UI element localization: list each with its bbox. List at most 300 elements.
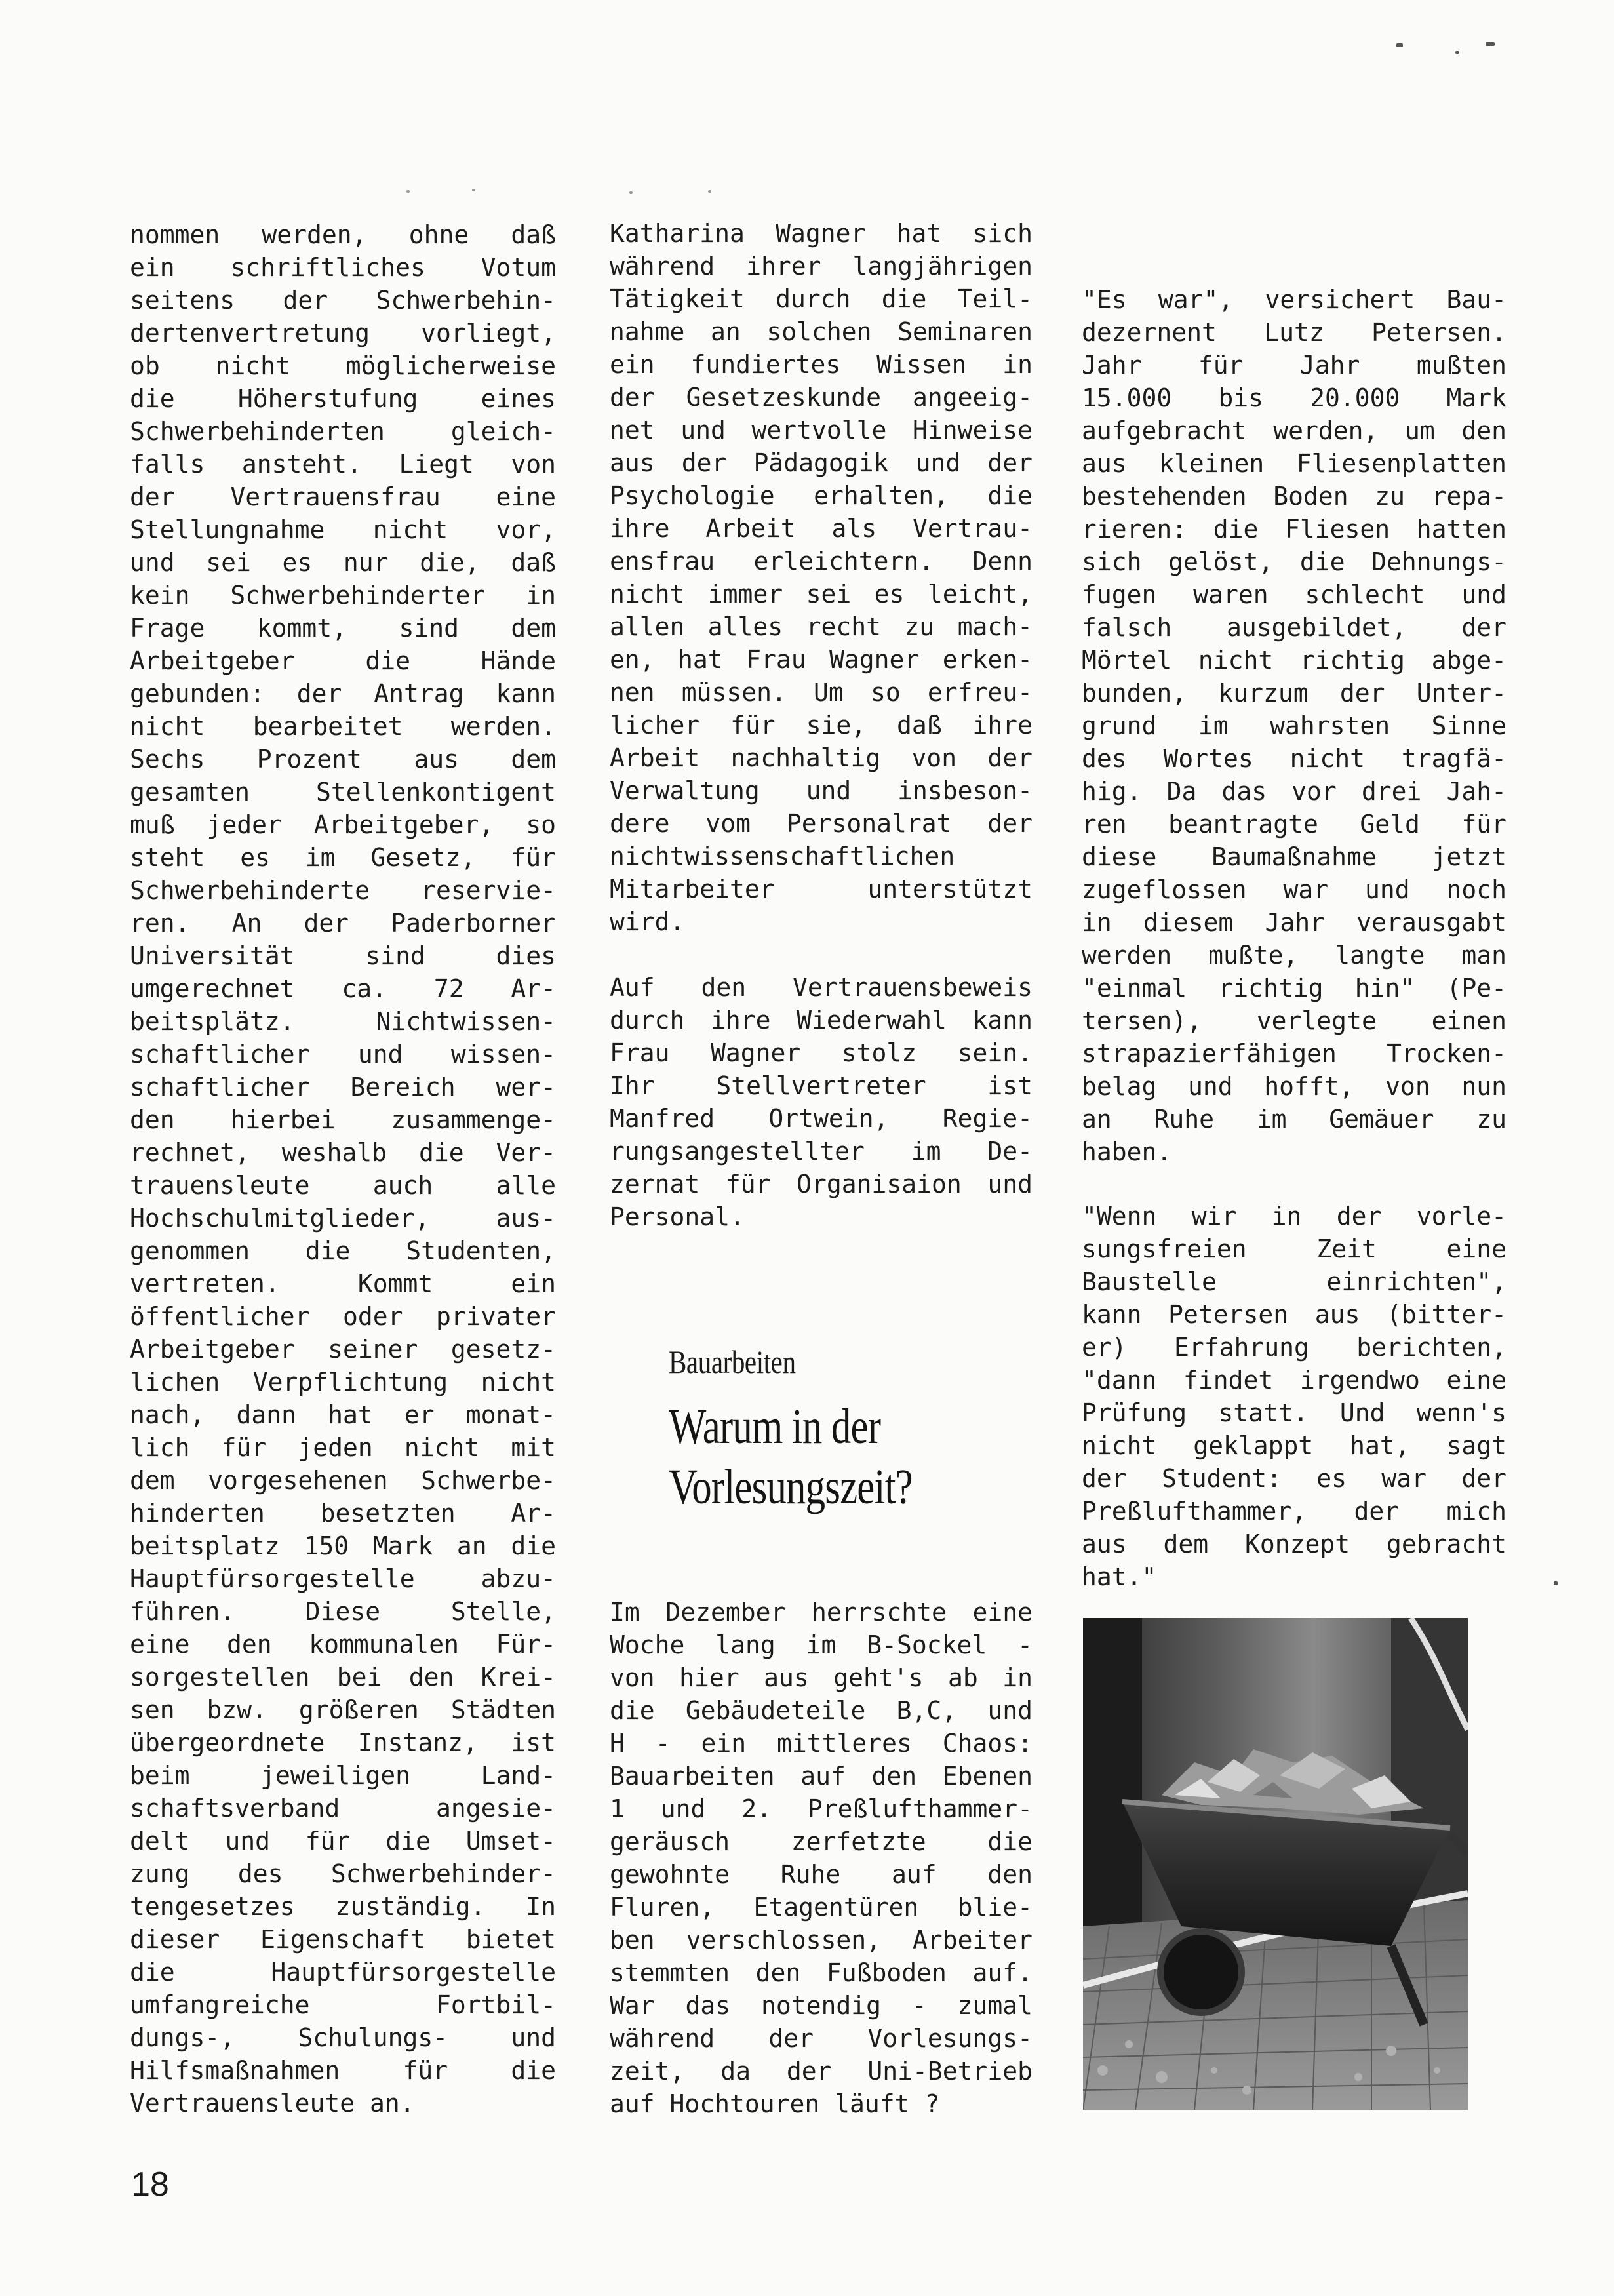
text-word: (Pe- — [1446, 974, 1506, 1002]
text-word: schriftliches — [230, 253, 425, 282]
text-word: Unter- — [1416, 679, 1506, 707]
text-word: (bitter- — [1386, 1300, 1506, 1329]
text-word: Diese — [305, 1597, 381, 1626]
text-word: "einmal — [1082, 974, 1187, 1002]
text-word: den — [408, 1663, 454, 1692]
text-word: irgendwo — [1299, 1366, 1420, 1395]
text-line — [130, 907, 556, 940]
text-word: recht — [806, 612, 881, 641]
text-word: herrschte — [811, 1598, 947, 1627]
text-word: Preßlufthammer, — [1082, 1497, 1307, 1526]
text-word: zeit, — [610, 2057, 685, 2086]
text-word: dere — [610, 809, 670, 838]
text-line — [610, 807, 1033, 840]
text-line — [1082, 972, 1506, 1004]
text-word: und — [987, 1696, 1033, 1725]
text-word: angesie- — [435, 1794, 556, 1823]
text-line — [1082, 1528, 1506, 1560]
text-line — [130, 513, 556, 546]
text-word: drei — [1361, 777, 1422, 806]
text-word: Mitarbeiter — [610, 875, 775, 903]
text-word: war", — [1158, 285, 1234, 314]
text-line — [130, 1530, 556, 1562]
text-word: in — [1271, 1202, 1302, 1231]
text-line — [130, 972, 556, 1005]
text-word: Mörtel — [1082, 646, 1172, 675]
text-word: nahme — [610, 317, 685, 346]
scan-speck — [1486, 42, 1495, 46]
text-line — [610, 217, 1033, 250]
text-word: zu — [904, 612, 935, 641]
text-line — [1082, 939, 1506, 972]
text-line — [130, 1464, 556, 1497]
text-word: sagt — [1446, 1431, 1506, 1460]
text-line — [1082, 447, 1506, 480]
text-word: auch — [372, 1171, 433, 1200]
text-line — [610, 2088, 1033, 2120]
text-word: mich — [1446, 1497, 1506, 1526]
text-word: zernat — [610, 1170, 700, 1198]
text-word: Erfahrung — [1173, 1333, 1309, 1362]
text-word: Verwaltung — [610, 776, 760, 805]
text-word: hat — [678, 645, 723, 674]
text-word: er) — [1082, 1333, 1127, 1362]
headline-line-2: Vorlesungszeit? — [669, 1459, 913, 1514]
scan-speck — [708, 190, 711, 193]
text-word: Hochschulmitglieder, — [130, 1204, 430, 1233]
text-word: trauensleute — [130, 1171, 310, 1200]
text-word: den — [871, 1762, 917, 1791]
text-word: De- — [987, 1137, 1033, 1166]
text-word: bestehenden — [1082, 482, 1247, 511]
text-word: nommen — [130, 220, 220, 249]
text-line — [610, 1135, 1033, 1168]
text-line — [130, 1792, 556, 1825]
text-line — [130, 1857, 556, 1890]
text-word: werden. — [450, 712, 556, 741]
text-line — [1082, 1495, 1506, 1528]
text-word: Mark — [372, 1532, 433, 1560]
text-word: werden, — [1273, 416, 1379, 445]
text-line — [130, 1759, 556, 1792]
text-word: da — [720, 2057, 751, 2086]
text-word: gelöst, — [1168, 547, 1274, 576]
text-word: stemmten — [610, 1958, 730, 1987]
text-word: sen — [130, 1695, 175, 1724]
text-word: für — [305, 1827, 351, 1855]
text-word: und — [915, 448, 961, 477]
text-word: Geld — [1360, 810, 1420, 839]
text-word: Gesetzeskunde — [686, 383, 882, 412]
text-word: reservie- — [421, 876, 556, 905]
text-line — [610, 873, 1033, 905]
text-word: man — [1461, 941, 1506, 970]
text-line — [1082, 677, 1506, 709]
text-word: eines — [481, 384, 556, 413]
text-word: eine — [972, 1598, 1033, 1627]
text-line — [610, 315, 1033, 348]
text-line-content: auf Hochtouren läuft ? — [610, 2089, 940, 2118]
text-word: seitens — [130, 286, 235, 315]
text-word: die — [385, 1827, 431, 1855]
text-word: zung — [130, 1859, 190, 1888]
text-word: Fliesenplatten — [1296, 449, 1506, 478]
text-word: Arbeitgeber — [130, 646, 295, 675]
text-word: vom — [705, 809, 751, 838]
text-line — [610, 643, 1033, 676]
text-word: en, — [610, 645, 655, 674]
text-word: Dehnungs- — [1371, 547, 1506, 576]
text-word: im — [911, 1137, 941, 1166]
text-word: Denn — [972, 547, 1033, 576]
text-line — [610, 840, 1033, 873]
text-word: beim — [130, 1761, 190, 1790]
text-word: auf. — [972, 1958, 1033, 1987]
text-line — [610, 1069, 1033, 1102]
text-word: Schulungs- — [298, 2023, 448, 2052]
text-line — [1082, 513, 1506, 545]
text-word: durch — [610, 1006, 685, 1035]
text-word: kleinen — [1159, 449, 1265, 478]
text-word: und — [987, 1170, 1033, 1198]
text-line — [1082, 906, 1506, 939]
text-word: hofft, — [1264, 1072, 1354, 1101]
text-word: beantragte — [1168, 810, 1318, 839]
text-word: die — [365, 646, 410, 675]
text-word: mittleres — [776, 1729, 912, 1758]
text-word: ca. — [342, 974, 387, 1003]
text-line — [130, 1989, 556, 2021]
text-word: der — [130, 483, 175, 511]
text-line — [610, 512, 1033, 545]
text-word: des — [237, 1859, 283, 1888]
text-line — [130, 1398, 556, 1431]
text-word: tersen), — [1082, 1006, 1202, 1035]
text-word: Uni-Betrieb — [867, 2057, 1033, 2086]
text-word: lichen — [130, 1368, 220, 1396]
text-word: Ruhe — [780, 1860, 841, 1889]
text-word: Dezember — [665, 1598, 786, 1627]
text-word: Universität — [130, 941, 295, 970]
text-line — [130, 2021, 556, 2054]
text-word: den — [1461, 416, 1506, 445]
text-word: B-Sockel — [867, 1631, 987, 1659]
text-word: lich — [130, 1433, 190, 1462]
text-line — [130, 1235, 556, 1267]
text-line — [130, 1038, 556, 1071]
text-word: sorgestellen — [130, 1663, 310, 1692]
text-word: aus — [1082, 449, 1127, 478]
text-word: Wissen — [876, 350, 967, 379]
text-word: Etagentüren — [753, 1893, 919, 1922]
text-word: Bau- — [1446, 285, 1506, 314]
text-word: gleich- — [450, 417, 556, 446]
text-word: Gemäuer — [1329, 1105, 1434, 1134]
text-word: werden, — [262, 220, 367, 249]
text-word: immer — [707, 580, 783, 608]
text-word: Chaos: — [942, 1729, 1033, 1758]
text-line — [610, 1004, 1033, 1037]
text-word: der — [1339, 679, 1385, 707]
text-word: schaftlicher — [130, 1040, 310, 1069]
text-line — [130, 1431, 556, 1464]
text-word: zu — [1476, 1105, 1506, 1134]
text-word: jeden — [298, 1433, 373, 1462]
text-word: den — [130, 1105, 175, 1134]
text-line — [1082, 709, 1506, 742]
text-line — [610, 1629, 1033, 1661]
scan-speck — [472, 189, 475, 191]
text-line — [130, 776, 556, 808]
text-line — [610, 2055, 1033, 2088]
text-line — [130, 808, 556, 841]
text-line — [1082, 644, 1506, 677]
text-line-content: haben. — [1082, 1138, 1172, 1166]
text-line — [1082, 808, 1506, 841]
text-word: sungsfreien — [1082, 1235, 1247, 1263]
text-word: Baumaßnahme — [1211, 842, 1377, 871]
text-word: die — [511, 1532, 556, 1560]
text-word: repa- — [1431, 482, 1506, 511]
text-word: vor, — [496, 515, 556, 544]
text-line — [130, 1726, 556, 1759]
text-line — [1082, 349, 1506, 382]
text-line — [610, 381, 1033, 414]
text-word: Personalrat — [786, 809, 952, 838]
text-word: die — [1299, 547, 1345, 576]
text-word: Stellungnahme — [130, 515, 325, 544]
text-word: kurzum — [1218, 679, 1309, 707]
text-word: aus — [1082, 1530, 1127, 1558]
text-word: Psychologie — [610, 481, 775, 510]
text-word: vertreten. — [130, 1269, 280, 1298]
text-word: ist — [511, 1728, 556, 1757]
text-word: geräusch — [610, 1827, 730, 1856]
article-column-right-paragraph-1 — [1082, 283, 1506, 1168]
text-word: fugen — [1082, 580, 1157, 609]
text-word: müssen. — [681, 678, 787, 707]
text-word: hat — [328, 1400, 373, 1429]
text-word: durch — [776, 285, 851, 313]
text-word: Paderborner — [391, 909, 556, 938]
text-line — [1082, 1560, 1506, 1593]
text-line — [130, 1661, 556, 1693]
text-word: mach- — [957, 612, 1033, 641]
text-line — [1082, 414, 1506, 447]
text-word: monat- — [465, 1400, 556, 1429]
text-word: ohne — [408, 220, 469, 249]
text-line — [130, 579, 556, 612]
text-word: Votum — [481, 253, 556, 282]
text-word: angeeig- — [912, 383, 1033, 412]
text-word: Hilfsmaßnahmen — [130, 2056, 340, 2085]
text-word: dieser — [130, 1925, 220, 1954]
text-word: lang — [715, 1631, 776, 1659]
text-word: Ebenen — [942, 1762, 1033, 1791]
text-word: Trocken- — [1386, 1039, 1506, 1068]
text-word: gewohnte — [610, 1860, 730, 1889]
text-word: sich — [1082, 547, 1142, 576]
text-word: dem — [1163, 1530, 1209, 1558]
text-word: die — [130, 384, 175, 413]
text-word: allen — [610, 612, 685, 641]
text-word: Wagner — [710, 1039, 801, 1067]
text-word: richtig — [1299, 646, 1406, 675]
text-word: der — [304, 909, 349, 938]
text-word: Stellenkontigent — [315, 778, 556, 806]
text-word: Konzept — [1244, 1530, 1350, 1558]
text-word: belag — [1082, 1072, 1157, 1101]
text-word: und — [1187, 1072, 1233, 1101]
text-word: die — [987, 481, 1033, 510]
text-word: Petersen. — [1371, 318, 1506, 347]
text-word: vor — [1291, 777, 1337, 806]
text-line — [130, 1595, 556, 1628]
text-word: in — [526, 581, 556, 610]
text-word: der — [987, 448, 1033, 477]
text-line — [1082, 1396, 1506, 1429]
text-word: nachhaltig — [730, 743, 881, 772]
text-word: daß — [896, 711, 942, 740]
text-word: Wiederwahl — [797, 1006, 947, 1035]
text-word: 150 — [304, 1532, 349, 1560]
text-word: "dann — [1082, 1366, 1157, 1395]
text-word: hig. — [1082, 777, 1142, 806]
text-word: der — [1461, 613, 1506, 642]
text-word: hier — [679, 1663, 739, 1692]
text-word: hatten — [1416, 515, 1506, 544]
text-word: es — [240, 843, 270, 872]
scan-speck — [629, 191, 633, 194]
text-word: gebunden: — [130, 679, 265, 708]
text-line — [610, 1694, 1033, 1727]
text-word: Vorlesungs- — [867, 2024, 1033, 2053]
text-word: blie- — [957, 1893, 1033, 1922]
headline — [669, 1396, 913, 1517]
text-word: im — [1256, 1105, 1287, 1134]
text-word: jetzt — [1431, 842, 1506, 871]
text-word: Arbeit — [610, 743, 700, 772]
text-word: der — [1082, 1464, 1127, 1493]
text-word: H — [610, 1729, 625, 1758]
text-word: beitsplatz — [130, 1532, 280, 1560]
text-word: Pädagogik — [753, 448, 889, 477]
text-word: dem — [511, 745, 556, 774]
text-word: steht — [130, 843, 205, 872]
text-line — [610, 446, 1033, 479]
text-word: Vertrauensfrau — [230, 483, 441, 511]
text-word: langte — [1335, 941, 1425, 970]
text-word: während — [610, 2024, 715, 2053]
text-word: sein. — [957, 1039, 1033, 1067]
text-word: erhalten, — [814, 481, 949, 510]
text-line — [1082, 775, 1506, 808]
text-word: von — [511, 450, 556, 479]
text-word: In — [526, 1892, 556, 1921]
text-word: Jahr — [1082, 351, 1142, 380]
text-line — [1082, 1136, 1506, 1168]
text-word: Jahr — [1265, 908, 1325, 937]
text-word: zumal — [957, 1991, 1033, 2020]
text-word: ansteht. — [241, 450, 362, 479]
text-word: einen — [1431, 1006, 1506, 1035]
text-word: Fluren, — [610, 1893, 715, 1922]
text-word: ben — [610, 1926, 655, 1954]
text-word: eine — [496, 483, 556, 511]
text-word: den — [987, 1860, 1033, 1889]
text-word: auf — [800, 1762, 846, 1791]
text-word: zusammenge- — [391, 1105, 556, 1134]
text-word: aus — [414, 745, 459, 774]
text-word: solchen — [766, 317, 872, 346]
text-word: Höherstufung — [237, 384, 418, 413]
text-word: schaftlicher — [130, 1073, 310, 1101]
text-line — [610, 905, 1033, 938]
text-word: sich — [972, 219, 1033, 248]
text-word: das — [685, 1991, 731, 2020]
text-line — [130, 481, 556, 513]
text-word: Tätigkeit — [610, 285, 745, 313]
text-word: umgerechnet — [130, 974, 295, 1003]
text-word: Schwerbehinder- — [330, 1859, 556, 1888]
text-word: Liegt — [399, 450, 474, 479]
text-word: zu — [1375, 482, 1406, 511]
text-line — [130, 743, 556, 776]
text-word: die — [418, 1138, 464, 1167]
text-line — [130, 1366, 556, 1398]
text-word: war — [1381, 1464, 1427, 1493]
text-word: Seminaren — [897, 317, 1033, 346]
text-word: ein — [701, 1729, 747, 1758]
text-word: Fliesen — [1284, 515, 1390, 544]
text-word: den — [227, 1630, 272, 1659]
text-word: wenn's — [1416, 1398, 1506, 1427]
text-word: umfangreiche — [130, 1990, 310, 2019]
text-word: genommen — [130, 1237, 250, 1265]
text-word: Nichtwissen- — [376, 1007, 556, 1036]
text-line — [130, 1628, 556, 1661]
scan-speck — [406, 190, 410, 193]
text-word: aus — [1314, 1300, 1360, 1329]
text-word: zuständig. — [335, 1892, 486, 1921]
text-word: wissen- — [450, 1040, 556, 1069]
text-line — [130, 841, 556, 874]
text-word: wertvolle — [751, 416, 887, 445]
text-word: für — [730, 711, 776, 740]
text-word: im — [806, 1631, 837, 1659]
text-word: einrichten", — [1326, 1267, 1506, 1296]
text-line — [1082, 382, 1506, 414]
text-word: sind — [365, 941, 425, 970]
text-word: dertenvertretung — [130, 319, 370, 347]
text-word: delt — [130, 1827, 190, 1855]
text-word: und — [806, 776, 852, 805]
text-line — [130, 1890, 556, 1923]
text-word: alle — [496, 1171, 556, 1200]
text-word: übergeordnete — [130, 1728, 325, 1757]
text-line — [610, 1924, 1033, 1956]
text-word: stolz — [841, 1039, 917, 1067]
text-word: Schwerbehinderte — [130, 876, 370, 905]
text-line — [1082, 1233, 1506, 1265]
text-word: Manfred — [610, 1104, 715, 1133]
text-word: des — [1082, 744, 1127, 773]
text-word: wer- — [496, 1073, 556, 1101]
text-word: Sechs — [130, 745, 205, 774]
text-line — [610, 414, 1033, 446]
text-word: abge- — [1431, 646, 1506, 675]
text-line — [1082, 1037, 1506, 1070]
